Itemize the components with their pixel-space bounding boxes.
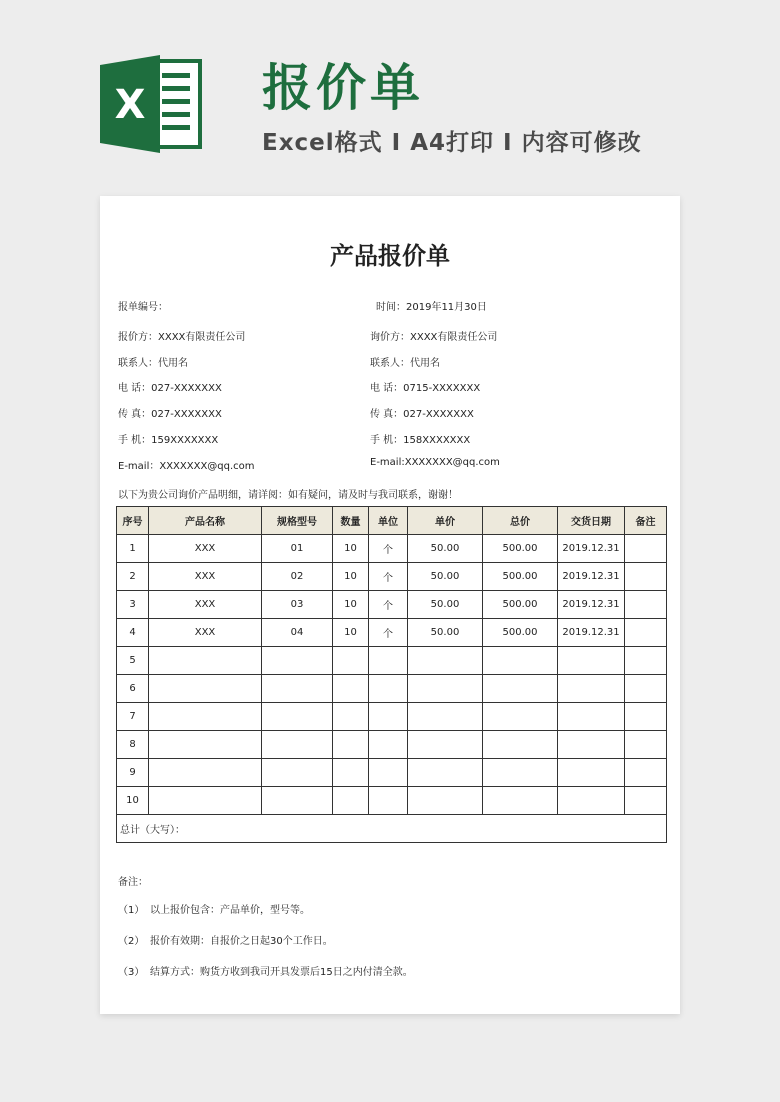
- cell-remarks: [625, 703, 667, 731]
- cell-product-name: [149, 647, 262, 675]
- quoting-phone: 电 话：027-XXXXXXX: [118, 383, 222, 394]
- cell-quantity: [333, 647, 369, 675]
- cell-quantity: [333, 731, 369, 759]
- cell-index: 2: [117, 563, 149, 591]
- cell-total-price: [483, 731, 558, 759]
- cell-total-price: [483, 647, 558, 675]
- cell-total-price: [483, 703, 558, 731]
- table-header-row: [117, 507, 667, 535]
- cell-unit: 个: [369, 619, 408, 647]
- inquiring-fax: 传 真：027-XXXXXXX: [370, 409, 474, 420]
- cell-model: [262, 647, 333, 675]
- table-row: [117, 619, 667, 647]
- table-row: [117, 703, 667, 731]
- cell-remarks: [625, 759, 667, 787]
- header-total-price: 总价: [483, 507, 558, 535]
- note-number: （2）: [118, 936, 145, 947]
- cell-unit-price: 50.00: [408, 535, 483, 563]
- cell-index: 3: [117, 591, 149, 619]
- note-text: 结算方式：购货方收到我司开具发票后15日之内付清全款。: [150, 967, 413, 978]
- quoting-party: 报价方：XXXX有限责任公司: [118, 332, 246, 343]
- note-item: [118, 932, 333, 947]
- cell-unit-price: 50.00: [408, 563, 483, 591]
- cell-product-name: [149, 703, 262, 731]
- cell-index: 10: [117, 787, 149, 815]
- cell-index: 8: [117, 731, 149, 759]
- table-row: [117, 563, 667, 591]
- cell-remarks: [625, 591, 667, 619]
- cell-remarks: [625, 787, 667, 815]
- cell-remarks: [625, 619, 667, 647]
- table-row: [117, 675, 667, 703]
- note-text: 报价有效期：自报价之日起30个工作日。: [150, 936, 333, 947]
- cell-product-name: [149, 675, 262, 703]
- cell-product-name: XXX: [149, 619, 262, 647]
- cell-remarks: [625, 731, 667, 759]
- table-body: [117, 535, 667, 815]
- cell-quantity: 10: [333, 591, 369, 619]
- cell-quantity: [333, 703, 369, 731]
- quoting-fax: 传 真：027-XXXXXXX: [118, 409, 222, 420]
- table-row: [117, 647, 667, 675]
- cell-index: 7: [117, 703, 149, 731]
- cell-total-price: [483, 675, 558, 703]
- cell-delivery-date: 2019.12.31: [558, 591, 625, 619]
- cell-quantity: [333, 787, 369, 815]
- cell-index: 6: [117, 675, 149, 703]
- cell-unit: [369, 787, 408, 815]
- cell-remarks: [625, 535, 667, 563]
- header-model: 规格型号: [262, 507, 333, 535]
- cell-total-price: 500.00: [483, 563, 558, 591]
- note-number: （3）: [118, 967, 145, 978]
- cell-unit-price: [408, 787, 483, 815]
- cell-total-price: 500.00: [483, 619, 558, 647]
- cell-model: 03: [262, 591, 333, 619]
- cell-delivery-date: [558, 675, 625, 703]
- cell-quantity: [333, 759, 369, 787]
- banner-title: 报价单: [262, 59, 424, 117]
- excel-icon-letter: X: [114, 82, 146, 128]
- cell-product-name: XXX: [149, 591, 262, 619]
- inquiring-party: 询价方：XXXX有限责任公司: [370, 332, 498, 343]
- cell-delivery-date: [558, 759, 625, 787]
- note-number: （1）: [118, 905, 145, 916]
- inquiring-mobile: 手 机：158XXXXXXX: [370, 435, 471, 446]
- cell-unit: [369, 647, 408, 675]
- cell-unit: [369, 759, 408, 787]
- cell-remarks: [625, 563, 667, 591]
- header-unit-price: 单价: [408, 507, 483, 535]
- header-remarks: 备注: [625, 507, 667, 535]
- cell-model: 01: [262, 535, 333, 563]
- intro-text: 以下为贵公司询价产品明细，请详阅：如有疑问，请及时与我司联系，谢谢！: [118, 490, 458, 501]
- quoting-mobile: 手 机：159XXXXXXX: [118, 435, 219, 446]
- cell-model: [262, 787, 333, 815]
- total-amount-label: 总计（大写）：: [117, 815, 667, 843]
- table-row: [117, 591, 667, 619]
- cell-delivery-date: [558, 703, 625, 731]
- cell-index: 5: [117, 647, 149, 675]
- cell-model: 02: [262, 563, 333, 591]
- cell-product-name: [149, 787, 262, 815]
- header-product-name: 产品名称: [149, 507, 262, 535]
- table-row: [117, 787, 667, 815]
- total-row: [117, 815, 667, 843]
- table-row: [117, 759, 667, 787]
- cell-product-name: [149, 759, 262, 787]
- cell-unit-price: [408, 647, 483, 675]
- cell-unit-price: 50.00: [408, 591, 483, 619]
- cell-unit-price: [408, 759, 483, 787]
- cell-unit-price: [408, 675, 483, 703]
- cell-delivery-date: 2019.12.31: [558, 535, 625, 563]
- note-text: 以上报价包含：产品单价，型号等。: [150, 905, 310, 916]
- cell-quantity: [333, 675, 369, 703]
- excel-icon: [100, 55, 208, 153]
- cell-index: 9: [117, 759, 149, 787]
- cell-delivery-date: [558, 731, 625, 759]
- cell-model: [262, 759, 333, 787]
- cell-unit: 个: [369, 563, 408, 591]
- note-item: [118, 963, 413, 978]
- table-row: [117, 731, 667, 759]
- quote-table: [116, 506, 667, 843]
- quoting-email: E-mail：XXXXXXX@qq.com: [118, 461, 255, 472]
- cell-delivery-date: [558, 647, 625, 675]
- header-delivery-date: 交货日期: [558, 507, 625, 535]
- cell-delivery-date: 2019.12.31: [558, 563, 625, 591]
- cell-unit: [369, 703, 408, 731]
- cell-total-price: 500.00: [483, 535, 558, 563]
- banner: [0, 0, 780, 190]
- cell-unit-price: [408, 703, 483, 731]
- cell-unit-price: [408, 731, 483, 759]
- cell-remarks: [625, 647, 667, 675]
- quoting-contact: 联系人：代用名: [118, 358, 188, 369]
- cell-total-price: [483, 759, 558, 787]
- note-item: [118, 901, 310, 916]
- cell-model: 04: [262, 619, 333, 647]
- quote-date: 时间：2019年11月30日: [376, 302, 487, 313]
- cell-remarks: [625, 675, 667, 703]
- cell-unit: [369, 675, 408, 703]
- banner-subtitle: Excel格式 I A4打印 I 内容可修改: [262, 130, 642, 156]
- cell-model: [262, 703, 333, 731]
- cell-index: 1: [117, 535, 149, 563]
- cell-unit: 个: [369, 591, 408, 619]
- cell-unit-price: 50.00: [408, 619, 483, 647]
- cell-total-price: 500.00: [483, 591, 558, 619]
- cell-quantity: 10: [333, 619, 369, 647]
- cell-delivery-date: [558, 787, 625, 815]
- cell-model: [262, 675, 333, 703]
- cell-model: [262, 731, 333, 759]
- cell-quantity: 10: [333, 563, 369, 591]
- cell-product-name: XXX: [149, 563, 262, 591]
- inquiring-email: E-mail:XXXXXXX@qq.com: [370, 457, 500, 468]
- inquiring-contact: 联系人：代用名: [370, 358, 440, 369]
- cell-product-name: [149, 731, 262, 759]
- header-quantity: 数量: [333, 507, 369, 535]
- cell-delivery-date: 2019.12.31: [558, 619, 625, 647]
- cell-unit: 个: [369, 535, 408, 563]
- cell-quantity: 10: [333, 535, 369, 563]
- notes-title: 备注：: [118, 877, 148, 888]
- cell-product-name: XXX: [149, 535, 262, 563]
- inquiring-phone: 电 话：0715-XXXXXXX: [370, 383, 481, 394]
- table-row: [117, 535, 667, 563]
- quote-document: [100, 196, 680, 1014]
- cell-total-price: [483, 787, 558, 815]
- document-title: 产品报价单: [330, 242, 450, 270]
- cell-unit: [369, 731, 408, 759]
- quote-number: 报单编号：: [118, 302, 168, 313]
- header-index: 序号: [117, 507, 149, 535]
- cell-index: 4: [117, 619, 149, 647]
- header-unit: 单位: [369, 507, 408, 535]
